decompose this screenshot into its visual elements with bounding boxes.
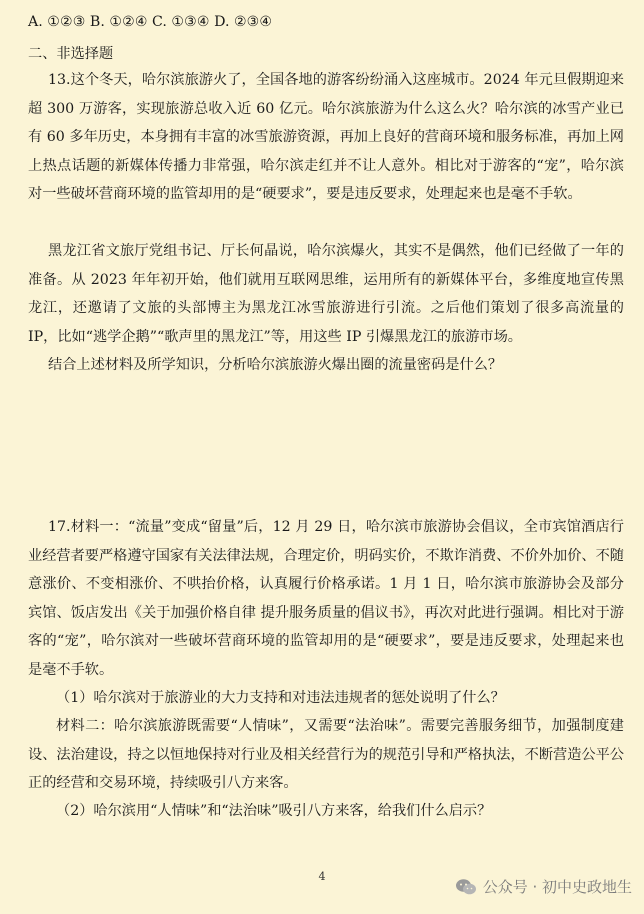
q13-question: 结合上述材料及所学知识，分析哈尔滨旅游火爆出圈的流量密码是什么？	[48, 357, 503, 373]
q17-material-1: 17.材料一：“流量”变成“留量”后，12 月 29 日，哈尔滨市旅游协会倡议，全市宾馆酒店行业经营者要严格遵守国家有关法律法规，合理定价，明码实价，不欺诈消费、不价外加价、不随意涨价、不变相涨价、不哄抬价格，认真履行价格承诺。1 月 1 日，哈尔滨市旅游协会及部分宾馆、饭店发出《关于加强价格自律 提升服务质量的倡议书》，再次对此进行强调。相比对于游客的“宠”，哈尔滨对一些破坏营商环境的监管却用的是“硬要求”，要是违反要求，处理起来也是毫不手软。	[28, 519, 624, 678]
watermark	[455, 876, 632, 897]
answer-options: A. ①②③ B. ①②④ C. ①③④ D. ②③④	[28, 14, 273, 30]
q13-paragraph-1: 13.这个冬天，哈尔滨旅游火了，全国各地的游客纷纷涌入这座城市。2024 年元旦假期迎来超 300 万游客，实现旅游总收入近 60 亿元。哈尔滨旅游为什么这么火？哈尔滨的冰雪产业已有 60 多年历史，本身拥有丰富的冰雪旅游资源，再加上良好的营商环境和服务标准，再加上网上热点话题的新媒体传播力非常强，哈尔滨走红并不让人意外。相比对于游客的“宠”，哈尔滨对一些破坏营商环境的监管却用的是“硬要求”，要是违反要求，处理起来也是毫不手软。	[28, 72, 624, 202]
wechat-icon	[455, 878, 477, 896]
q13-paragraph-2: 黑龙江省文旅厅党组书记、厅长何晶说，哈尔滨爆火，其实不是偶然，他们已经做了一年的准备。从 2023 年年初开始，他们就用互联网思维，运用所有的新媒体平台，多维度地宣传黑龙江，还邀请了文旅的头部博主为黑龙江冰雪旅游进行引流。之后他们策划了很多高流量的 IP，比如“逃学企鹅”“歌声里的黑龙江”等，用这些 IP 引爆黑龙江的旅游市场。	[28, 243, 624, 345]
section-title: 二、非选择题	[28, 46, 114, 62]
watermark-text: 公众号 · 初中史政地生	[482, 878, 632, 896]
q17-subquestion-2: （2）哈尔滨用“人情味”和“法治味”吸引八方来客，给我们什么启示？	[56, 803, 492, 819]
q17-material-2: 材料二：哈尔滨旅游既需要“人情味”，又需要“法治味”。需要完善服务细节，加强制度建设、法治建设，持之以恒地保持对行业及相关经营行为的规范引导和严格执法，不断营造公平公正的经营和交易环境，持续吸引八方来客。	[28, 718, 624, 791]
q17-subquestion-1: （1）哈尔滨对于旅游业的大力支持和对违法违规者的惩处说明了什么？	[56, 690, 505, 706]
page-number: 4	[318, 870, 326, 883]
